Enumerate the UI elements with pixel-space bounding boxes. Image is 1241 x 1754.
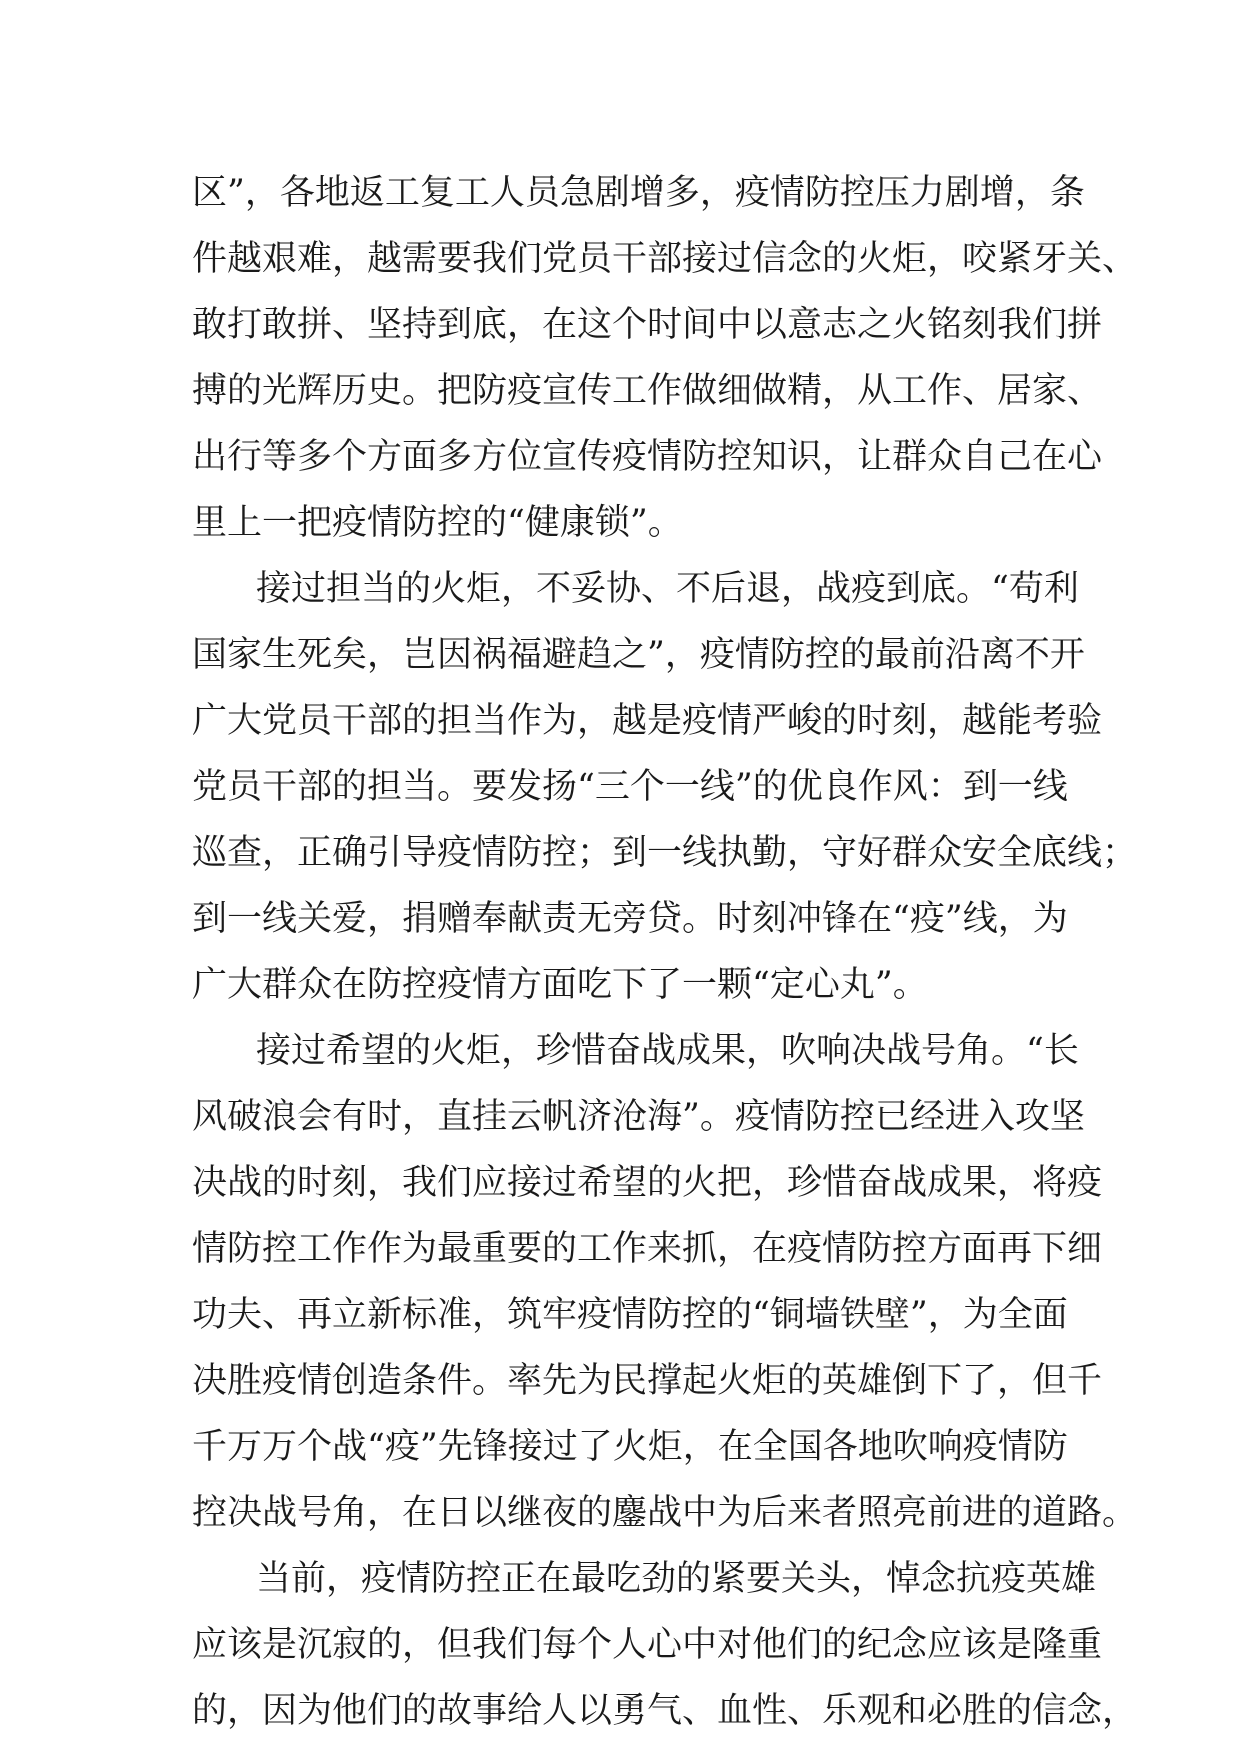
text-line: 出行等多个方面多方位宣传疫情防控知识，让群众自己在心 bbox=[192, 437, 1103, 477]
body-text bbox=[192, 160, 1138, 1744]
text-line: 千万万个战“疫”先锋接过了火炬，在全国各地吹响疫情防 bbox=[192, 1427, 1068, 1467]
text-line: 广大群众在防控疫情方面吃下了一颗“定心丸”。 bbox=[192, 965, 928, 1005]
text-line: 里上一把疫情防控的“健康锁”。 bbox=[192, 503, 683, 543]
text-line: 敢打敢拼、坚持到底，在这个时间中以意志之火铭刻我们拼 bbox=[192, 305, 1103, 345]
text-line: 决胜疫情创造条件。率先为民撑起火炬的英雄倒下了，但千 bbox=[192, 1361, 1103, 1401]
text-line: 广大党员干部的担当作为，越是疫情严峻的时刻，越能考验 bbox=[192, 701, 1103, 741]
text-line: 到一线关爱，捐赠奉献责无旁贷。时刻冲锋在“疫”线，为 bbox=[192, 899, 1068, 939]
text-line: 风破浪会有时，直挂云帆济沧海”。疫情防控已经进入攻坚 bbox=[192, 1097, 1085, 1137]
paragraph-first-line: 当前，疫情防控正在最吃劲的紧要关头，悼念抗疫英雄 bbox=[256, 1559, 1097, 1599]
text-line: 巡查，正确引导疫情防控；到一线执勤，守好群众安全底线； bbox=[192, 833, 1138, 873]
text-line: 件越艰难，越需要我们党员干部接过信念的火炬，咬紧牙关、 bbox=[192, 239, 1138, 279]
text-line: 决战的时刻，我们应接过希望的火把，珍惜奋战成果，将疫 bbox=[192, 1163, 1103, 1203]
text-line: 应该是沉寂的，但我们每个人心中对他们的纪念应该是隆重 bbox=[192, 1625, 1103, 1665]
text-line: 情防控工作作为最重要的工作来抓，在疫情防控方面再下细 bbox=[192, 1229, 1103, 1269]
paragraph-first-line: 接过担当的火炬，不妥协、不后退，战疫到底。“苟利 bbox=[256, 569, 1079, 609]
text-line: 区”，各地返工复工人员急剧增多，疫情防控压力剧增，条 bbox=[192, 173, 1085, 213]
text-line: 的，因为他们的故事给人以勇气、血性、乐观和必胜的信念， bbox=[192, 1691, 1138, 1731]
text-line: 控决战号角，在日以继夜的鏖战中为后来者照亮前进的道路。 bbox=[192, 1493, 1138, 1533]
text-line: 党员干部的担当。要发扬“三个一线”的优良作风：到一线 bbox=[192, 767, 1068, 807]
paragraph-first-line: 接过希望的火炬，珍惜奋战成果，吹响决战号角。“长 bbox=[256, 1031, 1079, 1071]
text-line: 功夫、再立新标准，筑牢疫情防控的“铜墙铁壁”，为全面 bbox=[192, 1295, 1068, 1335]
text-line: 搏的光辉历史。把防疫宣传工作做细做精，从工作、居家、 bbox=[192, 371, 1103, 411]
text-line: 国家生死矣，岂因祸福避趋之”，疫情防控的最前沿离不开 bbox=[192, 635, 1085, 675]
